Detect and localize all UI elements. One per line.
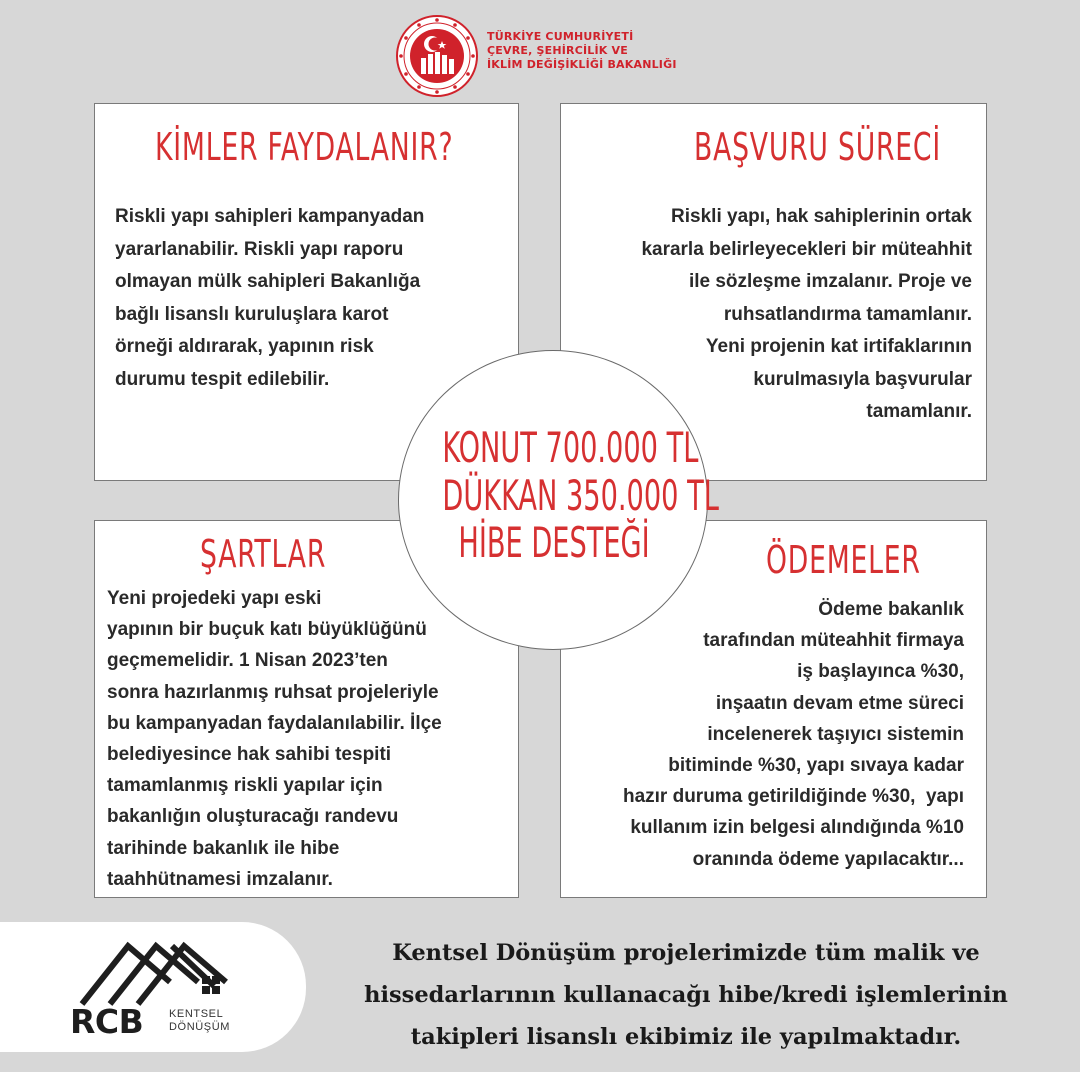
company-logo-badge [0,922,306,1052]
brand-subtitle-line-2: DÖNÜŞÜM [169,1021,231,1033]
panel-text: Ödeme bakanlık tarafından müteahhit firmaya iş başlayınca %30, inşaatın devam etme süreci incelenerek taşıyıcı sistemin bitiminde %30, yapı sıvaya kadar hazır duruma getirildiğinde %30, yapı kullanım izin belgesi alındığında %10 oranında ödeme yapılacaktır... [622,599,964,870]
shop-grant-line: DÜKKAN 350.000 TL [442,471,719,520]
footer-line-1: Kentsel Dönüşüm projelerimizde tüm malik ve [392,940,980,966]
panel-title: ŞARTLAR [200,532,327,576]
panel-title: KİMLER FAYDALANIR? [155,125,454,169]
ministry-name [487,30,677,72]
roof-lines-icon [70,932,260,1012]
ministry-header [395,14,715,104]
panel-text: Riskli yapı, hak sahiplerinin ortak kararla belirleyecekleri bir müteahhit ile sözleşme imzalanır. Proje ve ruhsatlandırma tamamlanır. Yeni projenin kat irtifaklarının kurulmasıyla başvurular tamamlanır. [641,206,972,422]
panel-title: BAŞVURU SÜRECİ [694,125,941,169]
brand-name: RCB [70,1002,144,1041]
grant-amount-circle [398,350,719,650]
ministry-line-2: ÇEVRE, ŞEHİRCİLİK VE [487,44,628,57]
footer-line-2: hissedarlarının kullanacağı hibe/kredi işlemlerinin [364,982,1008,1008]
housing-grant-line: KONUT 700.000 TL [442,423,699,472]
brand-subtitle-line-1: KENTSEL [169,1008,224,1020]
brand-subtitle [169,1008,230,1034]
rcb-logo [70,932,260,1044]
footer-message [316,932,1056,1058]
footer-line-3: takipleri lisanslı ekibimiz ile yapılmaktadır. [410,1024,962,1050]
ministry-line-1: TÜRKİYE CUMHURİYETİ [487,30,634,43]
panel-title: ÖDEMELER [766,538,921,582]
panel-text: Riskli yapı sahipleri kampanyadan yararlanabilir. Riskli yapı raporu olmayan mülk sahipleri Bakanlığa bağlı lisanslı kuruluşlara karot örneği aldırarak, yapının risk durumu tespit edilebilir. [115,206,425,390]
panel-text: Yeni projedeki yapı eski yapının bir buçuk katı büyüklüğünü geçmemelidir. 1 Nisan 2023’ten sonra hazırlanmış ruhsat projeleriyle bu kampanyadan faydalanılabilir. İlçe belediyesince hak sahibi tespiti tamamlanmış riskli yapılar için bakanlığın oluşturacağı randevu tarihinde bakanlık ile hibe taahhütnamesi imzalanır. [107,588,442,890]
grant-support-line: HİBE DESTEĞİ [458,518,650,567]
ministry-seal-icon [395,14,479,98]
ministry-line-3: İKLİM DEĞİŞİKLİĞİ BAKANLIĞI [487,58,677,71]
